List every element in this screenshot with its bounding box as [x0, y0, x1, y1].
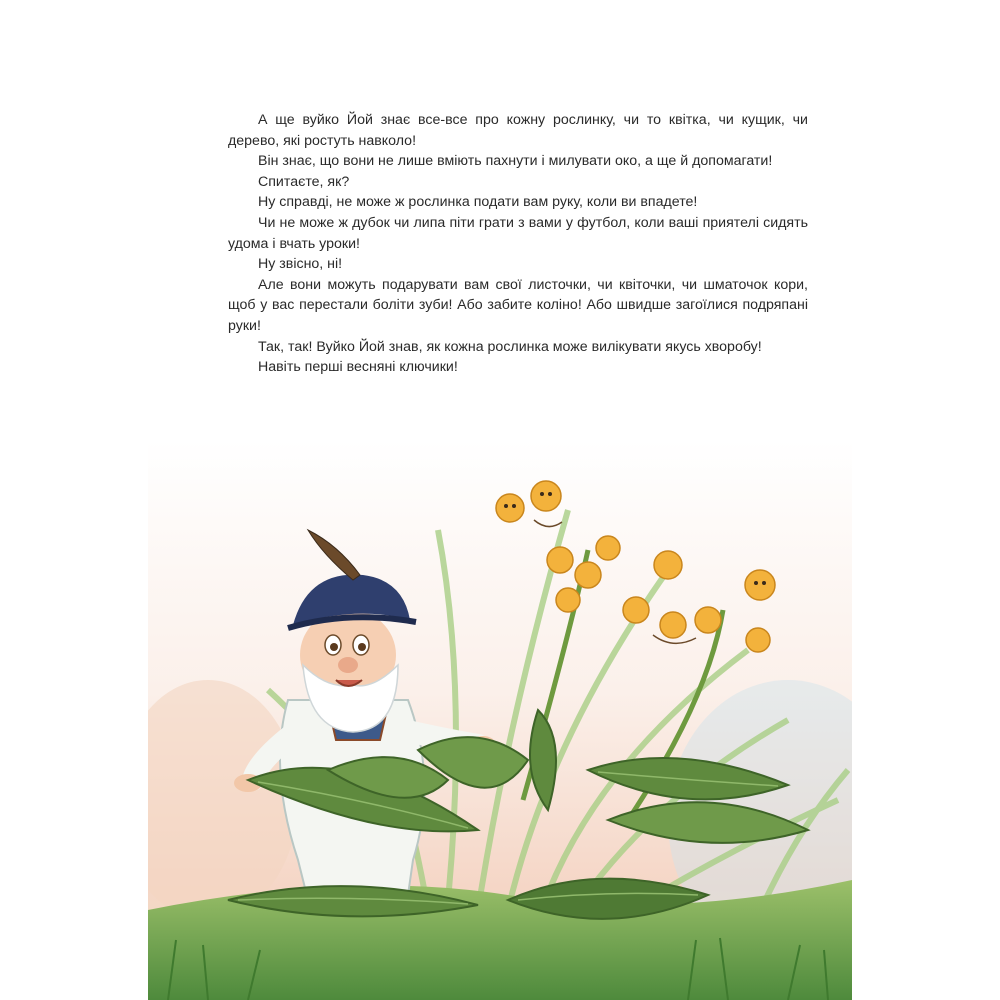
- paragraph-5: Чи не може ж дубок чи липа піти грати з вами у футбол, коли ваші приятелі сидять удома і вчать уроки!: [228, 214, 808, 252]
- paragraph-1: А ще вуйко Йой знає все-все про кожну рослинку, чи то квітка, чи кущик, чи дерево, які ростуть навколо!: [228, 112, 808, 149]
- paragraph-7: Але вони можуть подарувати вам свої листочки, чи квіточки, чи шматочок кори, щоб у вас перестали боліти зуби! Або забите коліно! Або швидше загоїлися подряпані руки!: [228, 276, 808, 334]
- paragraph-2: Він знає, що вони не лише вміють пахнути і милувати око, а ще й допомагати!: [258, 153, 773, 170]
- paragraph-8: Так, так! Вуйко Йой знав, як кожна рослинка може вилікувати якусь хворобу!: [258, 338, 762, 355]
- paragraph-6: Ну звісно, ні!: [258, 256, 343, 273]
- paragraph-3: Спитаєте, як?: [258, 173, 350, 190]
- paragraph-4: Ну справді, не може ж рослинка подати вам руку, коли ви впадете!: [258, 194, 698, 211]
- illustration-svg: [148, 440, 852, 1000]
- paragraph-9: Навіть перші весняні ключики!: [258, 359, 458, 376]
- story-text: [228, 110, 808, 378]
- story-illustration: [148, 440, 852, 1000]
